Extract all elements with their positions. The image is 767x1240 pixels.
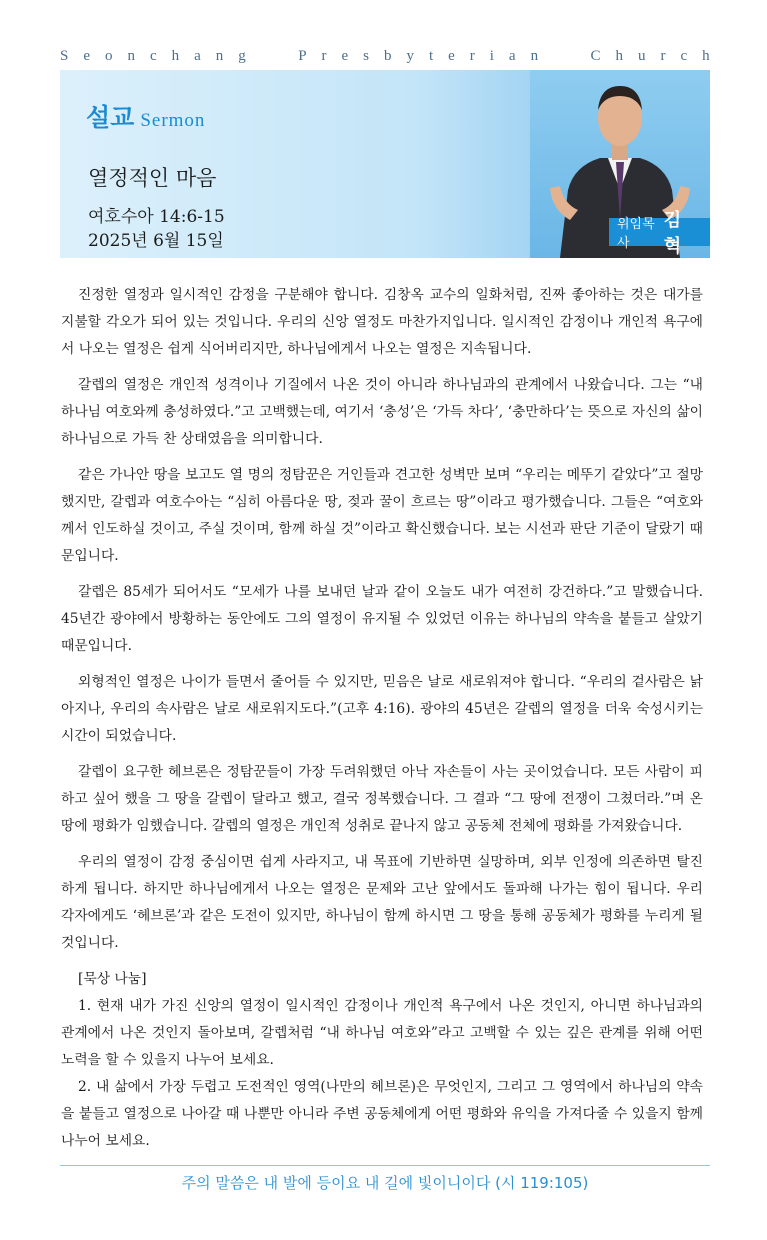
sermon-title: 열정적인 마음 [88,166,217,190]
church-name-letter: t [428,48,434,64]
church-name-letter [572,48,576,65]
pastor-name-tag [609,210,710,257]
church-name-letter [553,48,557,65]
church-name-letter: r [321,48,327,64]
church-name-letter: i [489,48,494,64]
meditation-item: 1. 현재 내가 가진 신앙의 열정이 일시적인 감정이나 개인적 욕구에서 나온 것인지, 아니면 하나님과의 관계에서 나온 것인지 돌아보며, 갈렙처럼 “내 하나님 여호와”라고 고백할 수 있는 깊은 관계를 위해 어떤 노력을 할 수 있을지 나누어 보세요. [61,998,703,1068]
scripture-reference: 여호수아 14:6-15 [88,207,225,227]
church-name-letter: h [615,48,624,64]
sermon-paragraph: 우리의 열정이 감정 중심이면 쉽게 사라지고, 내 목표에 기반하면 실망하며, 외부 인정에 의존하면 탈진하게 됩니다. 하지만 하나님에게서 나오는 열정은 문제와 고난 앞에서도 돌파해 나가는 힘이 됩니다. 우리 각자에게도 ‘헤브론’과 같은 도전이 있지만, 하나님이 함께 하시면 그 땅을 통해 공동체가 평화를 누리게 될 것입니다. [61,854,703,951]
sermon-body [61,282,703,1155]
sermon-paragraph: 진정한 열정과 일시적인 감정을 구분해야 합니다. 김창옥 교수의 일화처럼, 진짜 좋아하는 것은 대가를 지불할 각오가 되어 있는 것입니다. 우리의 신앙 열정도 마찬가지입니다. 일시적인 감정이나 개인적 욕구에서 나오는 열정은 쉽게 식어버리지만, 하나님에게서 나오는 열정은 지속됩니다. [61,287,703,357]
church-name-letter: o [104,48,113,64]
sermon-paragraph: 갈렙이 요구한 헤브론은 정탐꾼들이 가장 두려워했던 아낙 자손들이 사는 곳이었습니다. 모든 사람이 피하고 싶어 했을 그 땅을 갈렙이 달라고 했고, 결국 정복했습니다. 그 결과 “그 땅에 전쟁이 그쳤더라.”며 온 땅에 평화가 임했습니다. 갈렙의 열정은 개인적 성취로 끝나지 않고 공동체 전체에 평화를 가져왔습니다. [61,764,703,834]
church-name-letter: a [194,48,201,64]
church-name-letter: n [215,48,224,64]
section-title-english: Sermon [140,110,206,131]
church-name-letter: C [590,48,601,64]
footer-divider [60,1165,710,1166]
sermon-date: 2025년 6월 15일 [88,231,224,251]
church-name-letter: r [660,48,666,64]
church-name-letter: S [60,48,69,64]
church-name-letter: h [702,48,710,64]
church-name-letter: y [406,48,414,64]
church-name-letter [261,48,265,65]
sermon-paragraph: 외형적인 열정은 나이가 들면서 줄어들 수 있지만, 믿음은 날로 새로워져야 합니다. “우리의 겉사람은 낡아지나, 우리의 속사람은 날로 새로워지도다.”(고후 4:16). 광야의 45년은 갈렙의 열정을 더욱 숙성시키는 시간이 되었습니다. [61,674,703,744]
sermon-paragraph: 갈렙의 열정은 개인적 성격이나 기질에서 나온 것이 아니라 하나님과의 관계에서 나왔습니다. 그는 “내 하나님 여호와께 충성하였다.”고 고백했는데, 여기서 ‘충성’은 ‘가득 차다’, ‘충만하다’는 뜻으로 자신의 삶이 하나님으로 가득 찬 상태였음을 의미합니다. [61,377,703,447]
church-name-letter: c [149,48,157,64]
section-title [86,98,205,134]
church-name-letter: h [171,48,180,64]
meditation-list [61,993,703,1155]
sermon-paragraph: 갈렙은 85세가 되어서도 “모세가 나를 보내던 날과 같이 오늘도 내가 여전히 강건하다.”고 말했습니다. 45년간 광야에서 방황하는 동안에도 그의 열정이 유지될 수 있었던 이유는 하나님의 약속을 붙들고 살았기 때문입니다. [61,584,703,654]
sermon-paragraphs [61,282,703,957]
meditation-heading: [묵상 나눔] [78,971,147,987]
pastor-name: 김 혁 [663,210,684,257]
church-name-letter: e [341,48,349,64]
church-name-letter: n [530,48,539,64]
church-name-letter: c [680,48,688,64]
church-name-letter: e [448,48,455,64]
church-name-letter: n [127,48,135,64]
church-name-letter: s [363,48,369,64]
church-name-letter: b [383,48,392,64]
church-name-letter: u [638,48,646,64]
church-name-header [60,48,710,65]
footer-verse: 주의 말씀은 내 발에 등이요 내 길에 빛이니이다 (시 119:105) [181,1174,589,1192]
church-name-letter: g [238,48,246,64]
meditation-item: 2. 내 삶에서 가장 두렵고 도전적인 영역(나만의 헤브론)은 무엇인지, 그리고 그 영역에서 하나님의 약속을 붙들고 열정으로 나아갈 때 나뿐만 아니라 주변 공동체에게 어떤 평화와 유익을 가져다줄 수 있을지 함께 나누어 보세요. [61,1079,703,1149]
section-title-korean: 설교 [86,103,135,132]
sermon-banner [60,70,710,258]
church-name-letter: r [469,48,475,64]
church-name-letter [279,48,283,65]
church-name-letter: P [298,48,307,64]
pastor-role: 위임목사 [617,217,655,251]
church-name-letter: e [83,48,90,64]
church-name-letter: a [508,48,516,64]
sermon-paragraph: 같은 가나안 땅을 보고도 열 명의 정탐꾼은 거인들과 견고한 성벽만 보며 “우리는 메뚜기 같았다”고 절망했지만, 갈렙과 여호수아는 “심히 아름다운 땅, 젖과 꿀이 흐르는 땅”이라고 평가했습니다. 그들은 “여호와께서 인도하실 것이고, 주실 것이며, 함께 하실 것”이라고 확신했습니다. 보는 시선과 판단 기준이 달랐기 때문입니다. [61,467,703,564]
